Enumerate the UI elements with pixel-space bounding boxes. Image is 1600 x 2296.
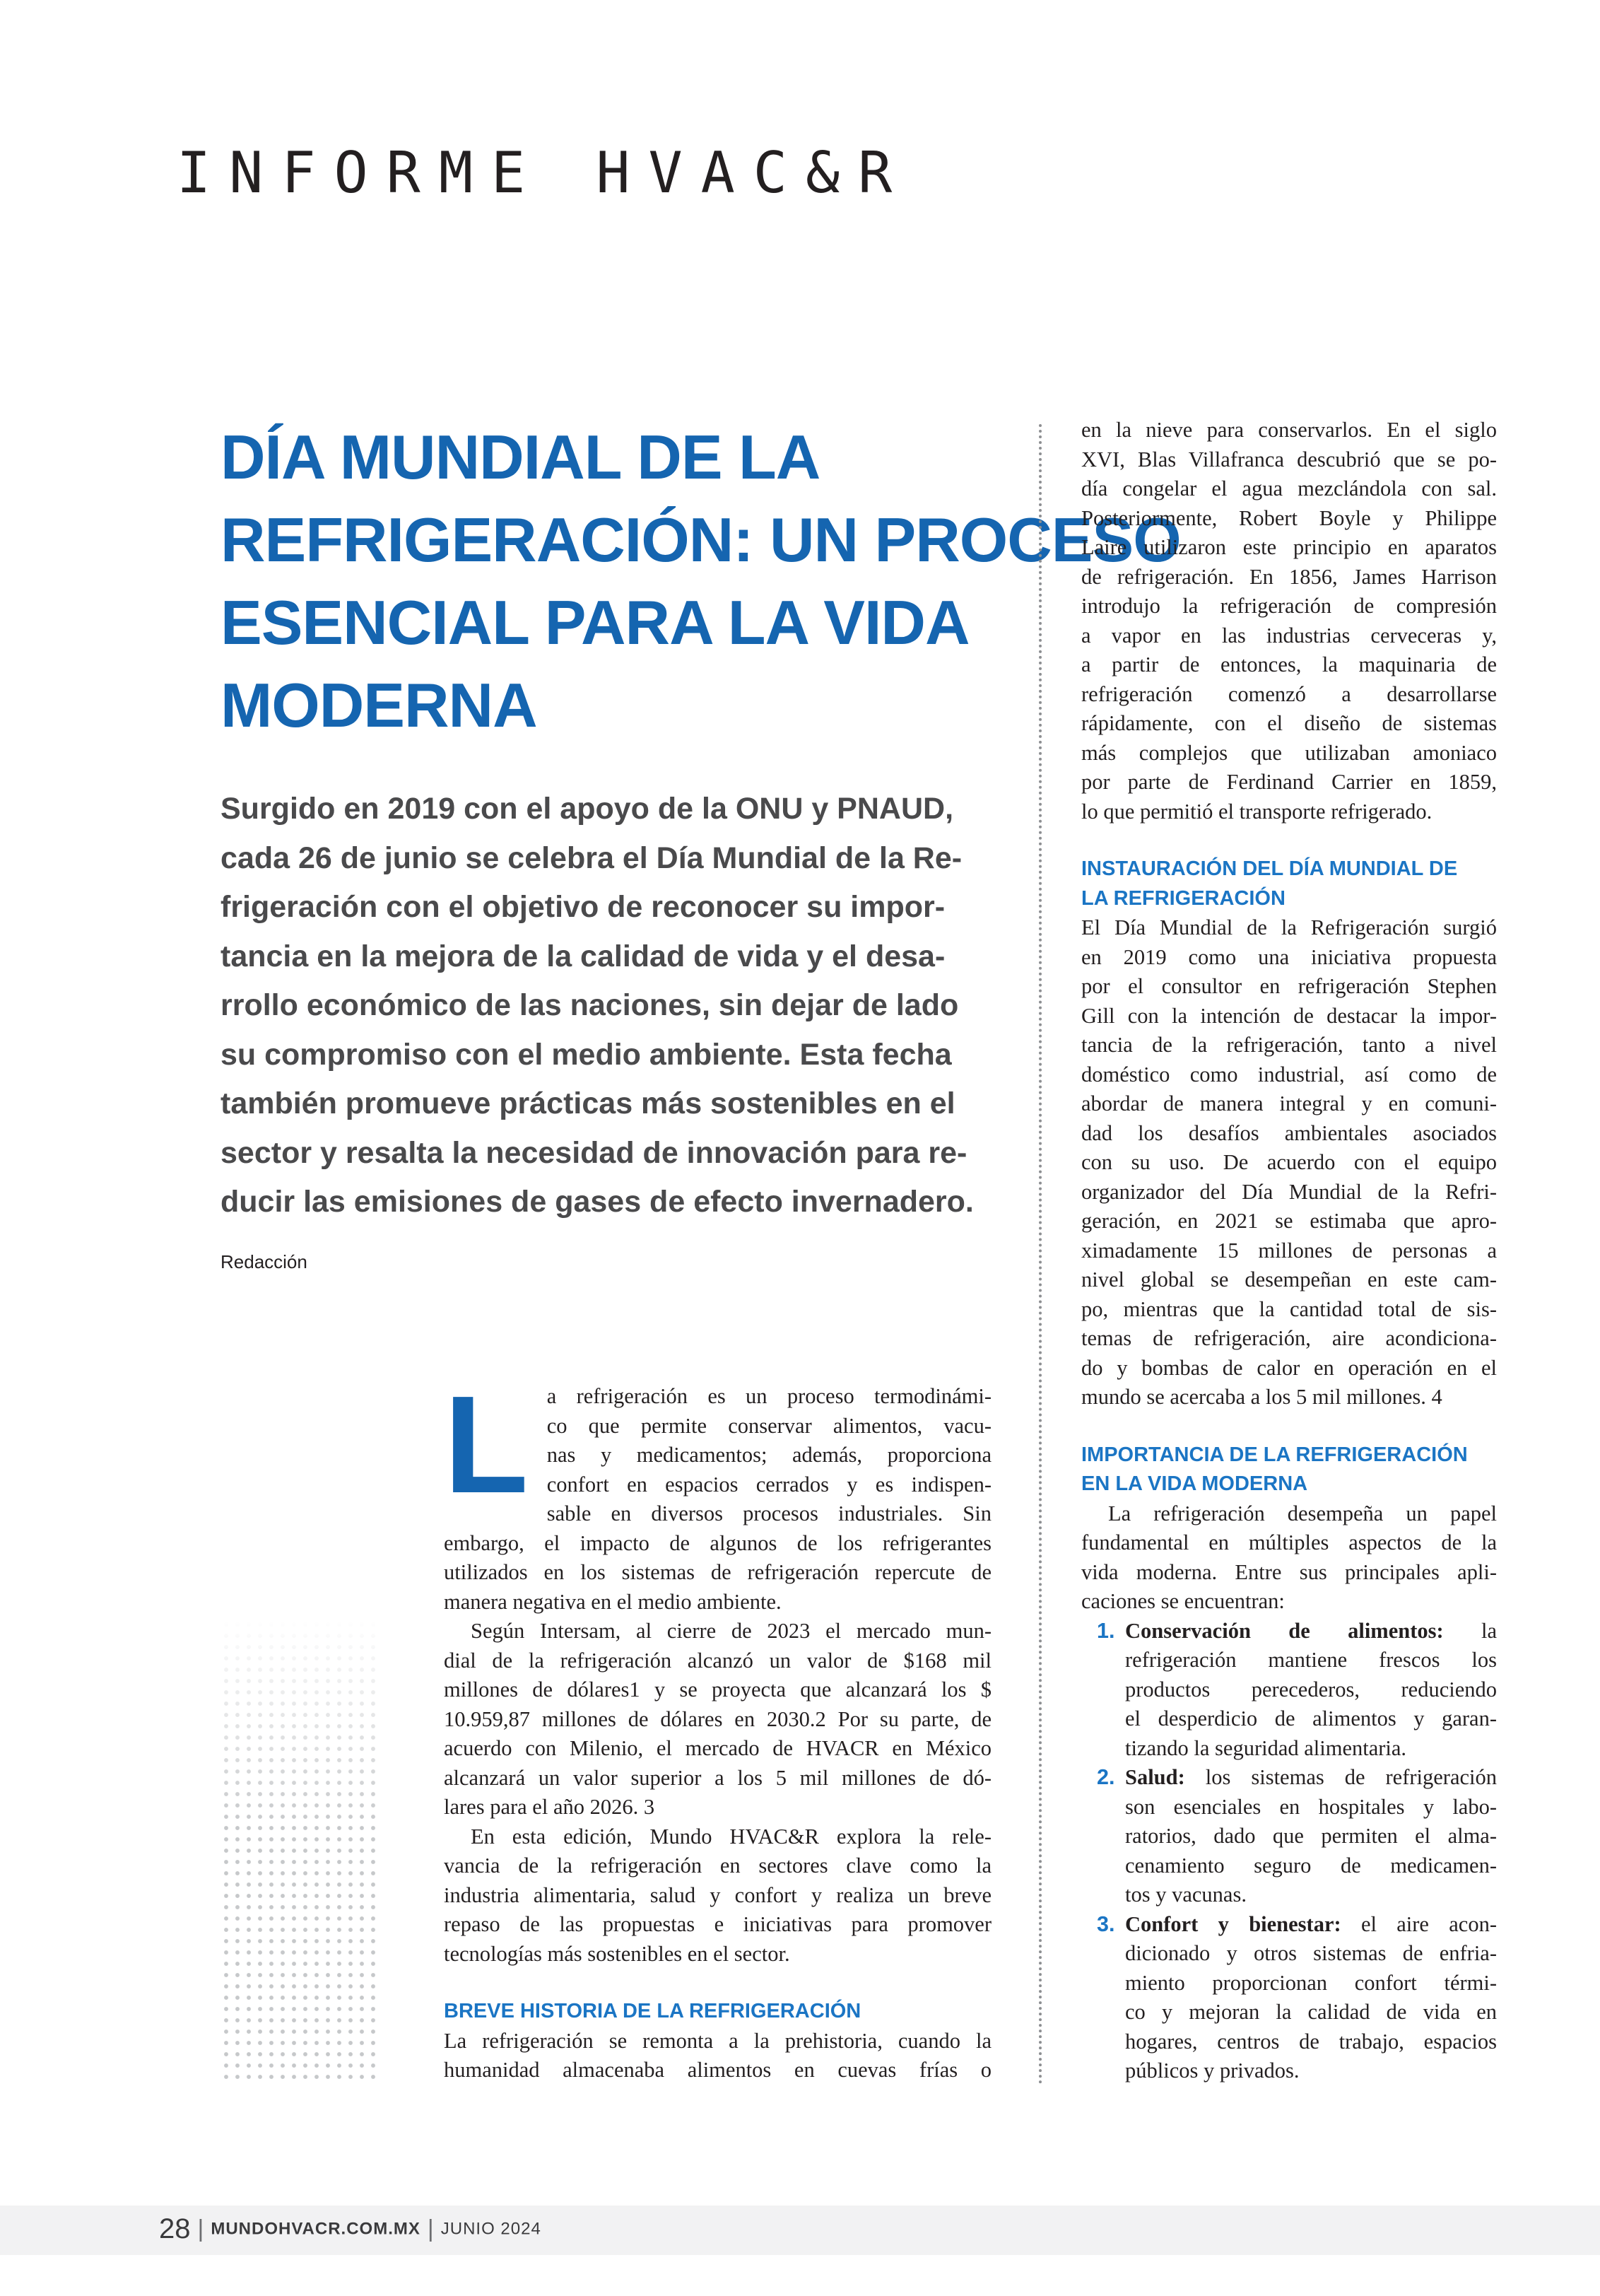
text-line: humanidad almacenaba alimentos en cuevas frías o [444,2058,992,2082]
text-line: industria alimentaria, salud y confort y realiza un breve [444,1882,992,1907]
text-line: cenamiento seguro de medicamen- [1125,1853,1497,1878]
text-line: dad los desafíos ambientales asociados [1081,1120,1497,1145]
dek-line: rrollo económico de las naciones, sin dejar de lado [220,988,959,1022]
text-line: el desperdicio de alimentos y garan- [1125,1706,1497,1730]
institution-paragraph [1081,913,1497,1412]
text-line: introdujo la refrigeración de compresión [1081,594,1497,618]
text-line: Laire utilizaron este principio en aparatos [1081,535,1497,559]
text-line: por parte de Ferdinand Carrier en 1859, [1081,770,1497,794]
text-line: con su uso. De acuerdo con el equipo [1081,1150,1497,1174]
text-line: refrigeración mantiene frescos los [1125,1648,1497,1672]
page-number: 28 [159,2213,191,2244]
title-line: REFRIGERACIÓN: UN PROCESO [220,505,1181,575]
text-line: dial de la refrigeración alcanzó un valor de $168 mil [444,1648,992,1673]
text-line: refrigeración comenzó a desarrollarse [1081,681,1497,706]
dek-line: también promueve prácticas más sostenibles en el [220,1086,955,1120]
history-heading [444,1997,992,2027]
dek-line: cada 26 de junio se celebra el Día Mundial de la Re- [220,840,963,875]
text-line: mundo se acercaba a los 5 mil millones. 4 [1081,1385,1442,1409]
list-term: Confort y bienestar: [1125,1911,1341,1936]
list-term: Salud: [1125,1765,1185,1789]
text-line: manera negativa en el medio ambiente. [444,1589,782,1614]
text-line: sable en diversos procesos industriales. Sin [546,1501,992,1525]
text-line: Gill con la intención de destacar la impor- [1081,1003,1497,1028]
text-line: 10.959,87 millones de dólares en 2030.2 Por su parte, de [444,1706,992,1731]
text-line: La refrigeración desempeña un papel [1108,1501,1497,1525]
text-line: repaso de las propuestas e iniciativas para promover [444,1912,992,1936]
text-line [1125,1763,1497,1793]
text-line: fundamental en múltiples aspectos de la [1081,1530,1497,1554]
edition-paragraph [444,1822,992,1969]
text-line: El Día Mundial de la Refrigeración surgió [1081,915,1497,939]
issue-date: JUNIO 2024 [440,2219,541,2239]
text-line: más complejos que utilizaban amoniaco [1081,740,1497,765]
text-line: de refrigeración. En 1856, James Harrison [1081,564,1497,589]
text-line: rápidamente, con el diseño de sistemas [1081,711,1497,735]
decorative-dot-pattern [220,1619,376,2085]
text-line: día congelar el agua mezclándola con sal. [1081,476,1497,500]
title-line: MODERNA [220,670,537,740]
dek-line: ducir las emisiones de gases de efecto invernadero. [220,1185,974,1219]
body-column-right [1081,416,1497,2086]
text-line: a refrigeración es un proceso termodinámi- [546,1384,992,1408]
text-line: a partir de entonces, la maquinaria de [1081,652,1497,676]
list-number: 1. [1097,1618,1115,1643]
text-line: ximadamente 15 millones de personas a [1081,1238,1497,1263]
text-line: caciones se encuentran: [1081,1589,1285,1613]
footer-separator: | [197,2215,204,2242]
dek-line: tancia en la mejora de la calidad de vida y el desa- [220,939,946,973]
text-line: hogares, centros de trabajo, espacios [1125,2029,1497,2054]
text-line: productos perecederos, reduciendo [1125,1677,1497,1702]
text-line: doméstico como industrial, así como de [1081,1062,1497,1086]
list-text: los sistemas de refrigeración [1205,1765,1497,1789]
text-line: acuerdo con Milenio, el mercado de HVACR en México [444,1736,992,1760]
text-line: tizando la seguridad alimentaria. [1125,1735,1407,1760]
footer-separator: | [427,2215,434,2242]
dek-line: su compromiso con el medio ambiente. Esta fecha [220,1037,952,1072]
body-column-left [444,1367,992,2085]
applications-list [1081,1617,1497,2086]
text-line: públicos y privados. [1125,2058,1300,2083]
text-line: alcanzará un valor superior a los 5 mil millones de dó- [444,1765,992,1790]
dek-line: Surgido en 2019 con el apoyo de la ONU y PNAUD, [220,792,954,826]
text-line: tecnologías más sostenibles en el sector. [444,1941,790,1966]
text-line: vancia de la refrigeración en sectores clave como la [444,1853,992,1878]
history-paragraph-continued [1081,416,1497,826]
list-text: la [1481,1618,1497,1643]
list-item [1081,1763,1497,1910]
drop-cap: L [444,1367,529,1522]
text-line: lares para el año 2026. 3 [444,1795,655,1819]
institution-heading [1081,855,1497,913]
page-footer [159,2213,541,2245]
article-dek [220,785,998,1227]
list-number: 3. [1097,1911,1115,1936]
dek-line: sector y resalta la necesidad de innovación para re- [220,1135,967,1170]
text-line: vida moderna. Entre sus principales apli- [1081,1559,1497,1584]
importance-heading [1081,1441,1497,1499]
text-line: en 2019 como una iniciativa propuesta [1081,944,1497,969]
text-line: en la nieve para conservarlos. En el siglo [1081,418,1497,442]
list-text: el aire acon- [1360,1911,1498,1936]
text-line: confort en espacios cerrados y es indispen- [546,1472,992,1496]
heading-line: INSTAURACIÓN DEL DÍA MUNDIAL DE [1081,857,1458,880]
text-line: do y bombas de calor en operación en el [1081,1355,1497,1380]
byline: Redacción [220,1251,307,1272]
text-line: tos y vacunas. [1125,1882,1247,1906]
dek-line: frigeración con el objetivo de reconocer su impor- [220,890,946,924]
text-line: En esta edición, Mundo HVAC&R explora la rele- [471,1824,992,1849]
text-line [1125,1617,1497,1646]
text-line: millones de dólares1 y se proyecta que alcanzará los $ [444,1677,992,1702]
text-line: abordar de manera integral y en comuni- [1081,1091,1497,1115]
text-line: tancia de la refrigeración, tanto a nivel [1081,1033,1497,1057]
text-line: a vapor en las industrias cerveceras y, [1081,623,1497,648]
intro-paragraph [444,1367,992,1617]
list-term: Conservación de alimentos: [1125,1618,1444,1643]
title-line: ESENCIAL PARA LA VIDA [220,587,970,657]
text-line: nas y medicamentos; además, proporciona [546,1443,992,1467]
text-line: Según Intersam, al cierre de 2023 el mercado mun- [471,1619,992,1643]
column-divider [1039,424,1042,2085]
text-line: geración, en 2021 se estimaba que apro- [1081,1209,1497,1233]
text-line: La refrigeración se remonta a la prehistoria, cuando la [444,2028,992,2053]
text-line: dicionado y otros sistemas de enfria- [1125,1941,1497,1965]
text-line: utilizados en los sistemas de refrigeración repercute de [444,1560,992,1584]
history-paragraph-start [444,2027,992,2085]
list-item [1081,1910,1497,2086]
list-number: 2. [1097,1765,1115,1789]
website-link[interactable]: MUNDOHVACR.COM.MX [211,2219,420,2239]
title-line: DÍA MUNDIAL DE LA [220,422,820,492]
text-line: miento proporcionan confort térmi- [1125,1970,1497,1995]
text-line: ratorios, dado que permiten el alma- [1125,1824,1497,1848]
text-line: lo que permitió el transporte refrigerado. [1081,799,1433,824]
article-title [220,416,1181,746]
text-line: son esenciales en hospitales y labo- [1125,1794,1497,1819]
text-line: XVI, Blas Villafranca descubrió que se po- [1081,447,1497,472]
text-line: nivel global se desempeñan en este cam- [1081,1267,1497,1292]
heading-line: BREVE HISTORIA DE LA REFRIGERACIÓN [444,2000,861,2022]
market-paragraph [444,1617,992,1822]
text-line: por el consultor en refrigeración Stephen [1081,974,1497,998]
text-line: embargo, el impacto de algunos de los refrigerantes [444,1530,992,1555]
heading-line: LA REFRIGERACIÓN [1081,886,1286,910]
text-line [1125,1910,1497,1940]
text-line: co que permite conservar alimentos, vacu- [546,1413,992,1438]
importance-paragraph [1081,1499,1497,1617]
heading-line: IMPORTANCIA DE LA REFRIGERACIÓN [1081,1443,1468,1466]
text-line: po, mientras que la cantidad total de sis- [1081,1296,1497,1321]
text-line: Posteriormente, Robert Boyle y Philippe [1081,505,1497,530]
text-line: co y mejoran la calidad de vida en [1125,2000,1497,2024]
list-item [1081,1617,1497,1764]
text-line: organizador del Día Mundial de la Refri- [1081,1179,1497,1204]
text-line: temas de refrigeración, aire acondiciona- [1081,1326,1497,1350]
heading-line: EN LA VIDA MODERNA [1081,1472,1308,1495]
section-label: INFORME HVAC&R [177,140,911,206]
